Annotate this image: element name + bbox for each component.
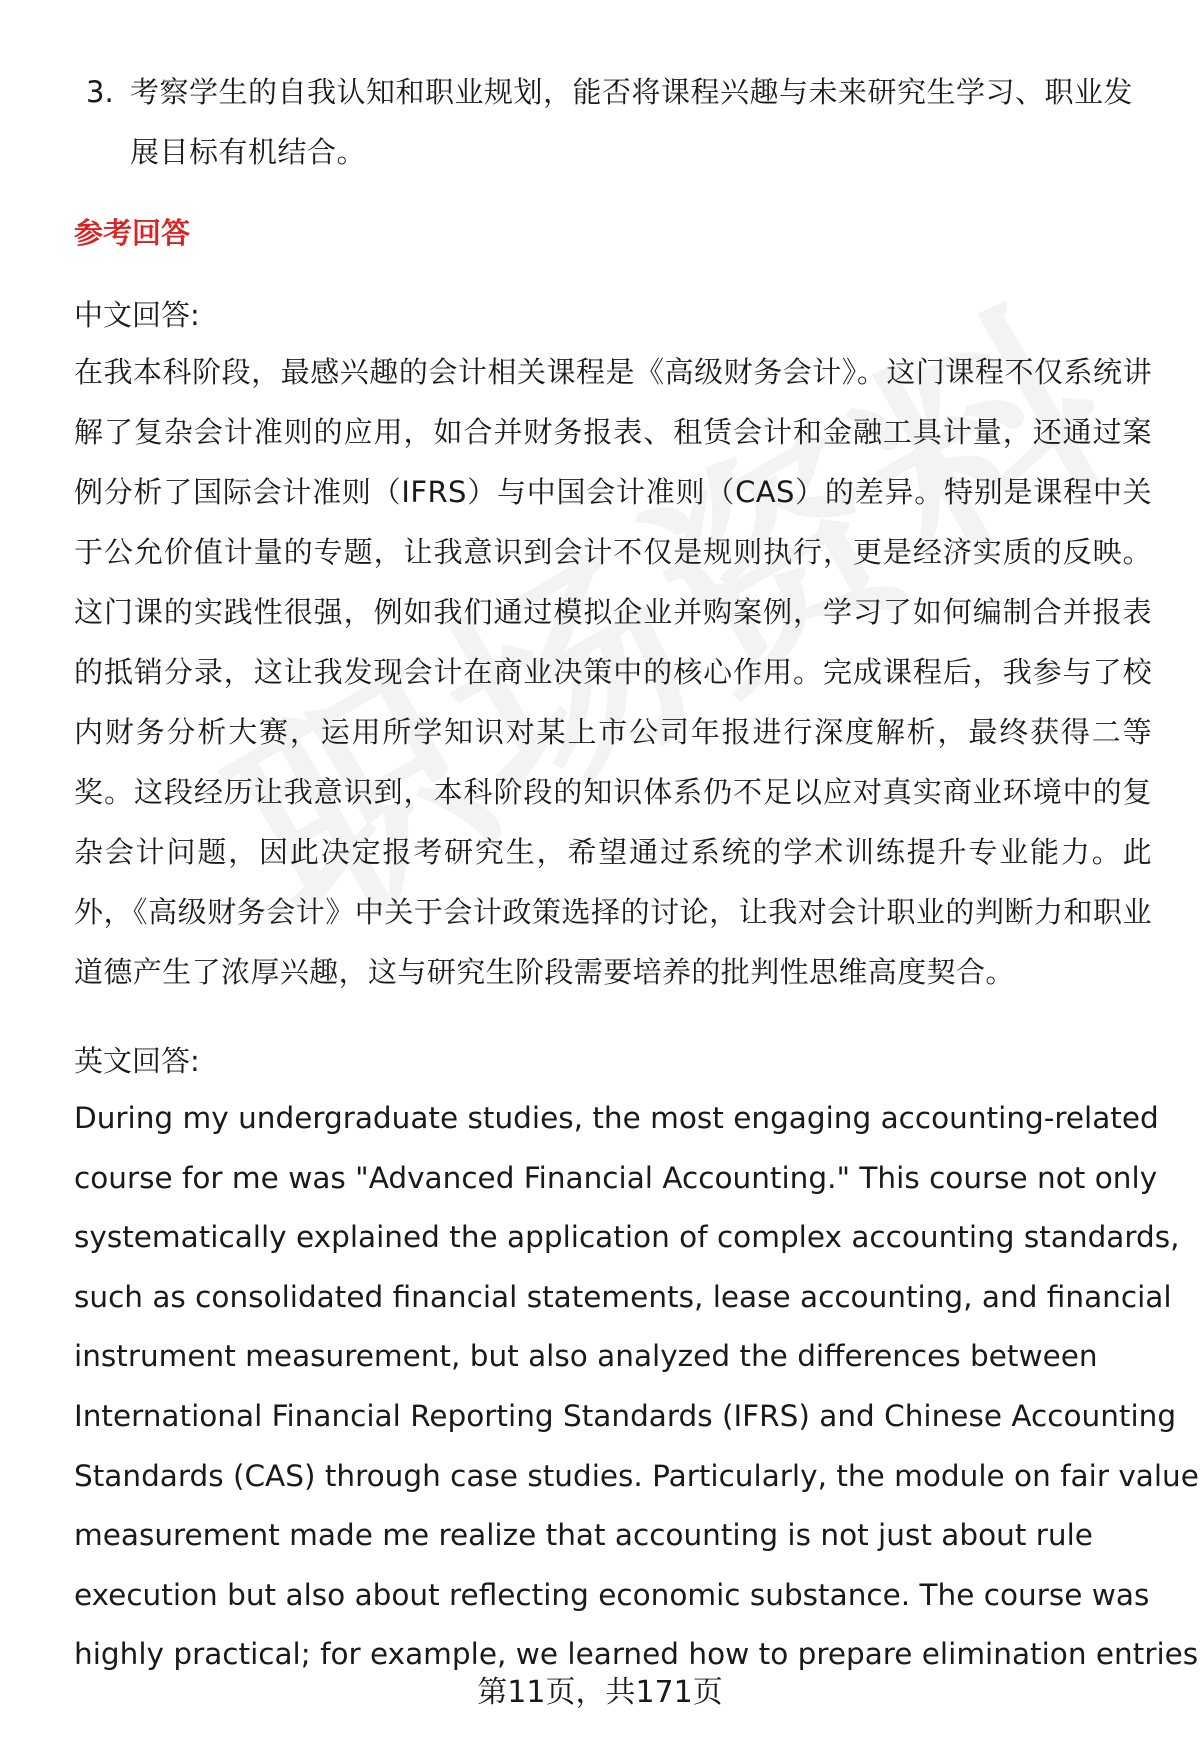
criterion-number: 3. [86,75,114,109]
english-answer-line: measurement made me realize that accounting is not just about rule [74,1518,1093,1553]
english-answer-line: execution but also about reflecting economic substance. The course was [74,1577,1150,1612]
evaluation-criterion [82,62,1142,182]
english-answer-label: 英文回答: [74,1044,200,1078]
chinese-answer-label: 中文回答: [74,298,200,332]
reference-answer-heading: 参考回答 [74,216,191,250]
english-answer-line: such as consolidated financial statements, lease accounting, and financial [74,1279,1172,1314]
english-answer-line: Standards (CAS) through case studies. Particularly, the module on fair value [74,1458,1199,1493]
english-answer-line: course for me was "Advanced Financial Accounting." This course not only [74,1160,1158,1195]
english-answer-line: International Financial Reporting Standards (IFRS) and Chinese Accounting [74,1398,1177,1433]
chinese-answer-paragraph: 在我本科阶段，最感兴趣的会计相关课程是《高级财务会计》。这门课程不仅系统讲解了复杂会计准则的应用，如合并财务报表、租赁会计和金融工具计量，还通过案例分析了国际会计准则（IFRS）与中国会计准则（CAS）的差异。特别是课程中关于公允价值计量的专题，让我意识到会计不仅是规则执行，更是经济实质的反映。这门课的实践性很强，例如我们通过模拟企业并购案例，学习了如何编制合并报表的抵销分录，这让我发现会计在商业决策中的核心作用。完成课程后，我参与了校内财务分析大赛，运用所学知识对某上市公司年报进行深度解析，最终获得二等奖。这段经历让我意识到，本科阶段的知识体系仍不足以应对真实商业环境中的复杂会计问题，因此决定报考研究生，希望通过系统的学术训练提升专业能力。此外，《高级财务会计》中关于会计政策选择的讨论，让我对会计职业的判断力和职业道德产生了浓厚兴趣，这与研究生阶段需要培养的批判性思维高度契合。 [74,355,1152,989]
criterion-text: 考察学生的自我认知和职业规划，能否将课程兴趣与未来研究生学习、职业发展目标有机结合。 [130,75,1134,169]
english-answer-line: highly practical; for example, we learned how to prepare elimination entries [74,1637,1199,1672]
english-answer-line: systematically explained the application of complex accounting standards, [74,1220,1180,1255]
english-answer-paragraph [74,1089,1199,1685]
english-answer-line: instrument measurement, but also analyzed the differences between [74,1339,1098,1374]
english-answer-line: During my undergraduate studies, the most engaging accounting-related [74,1101,1159,1135]
page-number-footer: 第11页，共171页 [477,1675,723,1710]
